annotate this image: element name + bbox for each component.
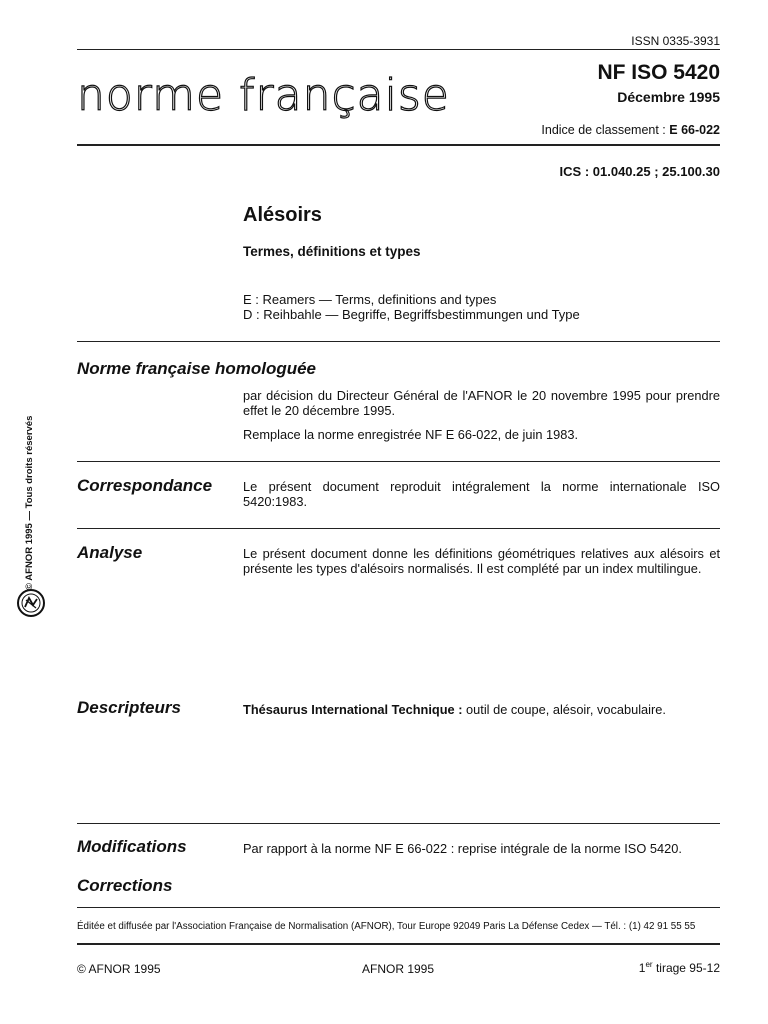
descripteurs-text [243, 702, 720, 717]
section-heading-descripteurs: Descripteurs [77, 698, 181, 717]
issn-number: ISSN 0335-3931 [631, 34, 720, 48]
section-heading-modifications: Modifications [77, 837, 187, 856]
classification-index [541, 123, 720, 137]
document-subtitle: Termes, définitions et types [243, 244, 421, 259]
footer-print-run [639, 960, 720, 975]
print-run-text: tirage 95-12 [652, 961, 720, 975]
homologuee-replaces: Remplace la norme enregistrée NF E 66-022, de juin 1983. [243, 427, 579, 442]
section-rule [77, 528, 720, 529]
modifications-text: Par rapport à la norme NF E 66-022 : reprise intégrale de la norme ISO 5420. [243, 841, 682, 856]
section-rule [77, 823, 720, 824]
correspondance-text: Le présent document reproduit intégralement la norme internationale ISO 5420:1983. [243, 479, 720, 509]
section-heading-correspondance: Correspondance [77, 476, 213, 495]
print-run-number: 1 [638, 961, 646, 975]
print-run-ordinal: er [645, 960, 653, 969]
section-rule [77, 461, 720, 462]
descripteurs-label: Thésaurus International Technique : [243, 702, 463, 717]
afnor-seal-icon [16, 588, 46, 618]
footer-top-rule [77, 907, 720, 908]
publisher-note: Éditée et diffusée par l'Association Française de Normalisation (AFNOR), Tour Europe 92049 Paris La Défense Cedex — Tél. : (1) 42 91 55 55 [77, 921, 696, 932]
document-title: Alésoirs [243, 204, 322, 226]
footer-publisher: AFNOR 1995 [362, 962, 435, 976]
section-rule [77, 341, 720, 342]
section-heading-analyse: Analyse [77, 543, 143, 562]
english-title: E : Reamers — Terms, definitions and types [243, 292, 497, 307]
top-rule [77, 49, 720, 50]
header-rule [77, 144, 720, 146]
descripteurs-value: outil de coupe, alésoir, vocabulaire. [466, 702, 666, 717]
standard-number: NF ISO 5420 [597, 61, 720, 84]
footer-copyright: © AFNOR 1995 [77, 962, 161, 976]
ics-code: ICS : 01.040.25 ; 25.100.30 [559, 164, 720, 179]
footer-rule [77, 943, 720, 945]
brand-title: norme française [77, 70, 450, 121]
german-title: D : Reihbahle — Begriffe, Begriffsbestimmungen und Type [243, 307, 580, 322]
section-heading-homologuee: Norme française homologuée [77, 359, 317, 378]
indice-label: Indice de classement : [541, 123, 666, 137]
analyse-text: Le présent document donne les définitions géométriques relatives aux alésoirs et présente les types d'alésoirs normalisés. Il est complété par un index multilingue. [243, 546, 720, 576]
vertical-copyright-notice: © AFNOR 1995 — Tous droits réservés [24, 415, 35, 590]
homologuee-text: par décision du Directeur Général de l'AFNOR le 20 novembre 1995 pour prendre effet le 20 décembre 1995. [243, 388, 720, 418]
standard-date: Décembre 1995 [617, 89, 720, 105]
indice-value: E 66-022 [669, 123, 720, 137]
section-heading-corrections: Corrections [77, 876, 173, 895]
